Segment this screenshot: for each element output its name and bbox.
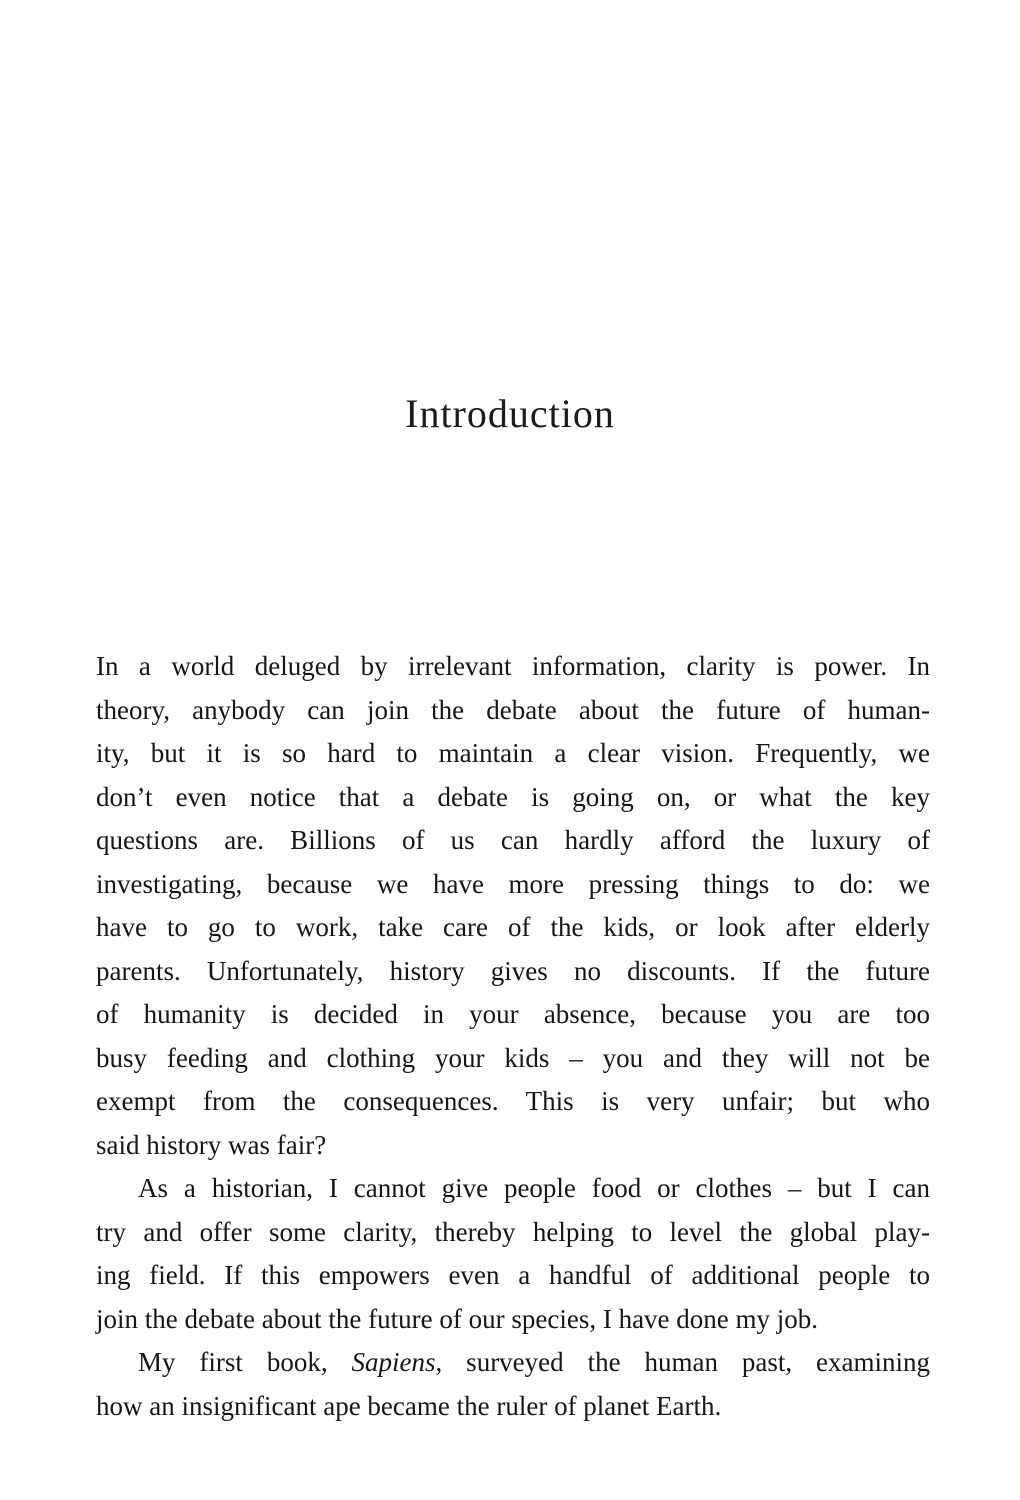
chapter-title: Introduction bbox=[405, 391, 615, 436]
text-segment: questions are. Billions of us can hardly afford the luxury of bbox=[96, 825, 930, 855]
paragraph bbox=[96, 1341, 930, 1428]
text-segment: ing field. If this empowers even a handful of additional people to bbox=[96, 1260, 930, 1290]
text-segment: exempt from the consequences. This is very unfair; but who bbox=[96, 1086, 930, 1116]
text-line bbox=[96, 1385, 930, 1429]
text-line bbox=[96, 906, 930, 950]
text-line bbox=[96, 1037, 930, 1081]
text-line bbox=[96, 1124, 930, 1168]
text-segment: how an insignificant ape became the ruler of planet Earth. bbox=[96, 1390, 722, 1421]
text-segment: As a historian, I cannot give people food or clothes – but I can bbox=[138, 1173, 930, 1203]
text-segment: investigating, because we have more pressing things to do: we bbox=[96, 868, 930, 899]
text-line bbox=[96, 1254, 930, 1298]
text-line bbox=[96, 950, 930, 994]
text-segment: ity, but it is so hard to maintain a clear vision. Frequently, we bbox=[96, 738, 930, 768]
text-segment: have to go to work, take care of the kids, or look after elderly bbox=[96, 912, 930, 942]
text-segment: don’t even notice that a debate is going on, or what the key bbox=[96, 781, 930, 812]
text-line bbox=[96, 776, 930, 820]
text-line bbox=[96, 689, 930, 733]
text-segment: theory, anybody can join the debate about the future of human- bbox=[96, 694, 930, 725]
text-line bbox=[96, 1341, 930, 1385]
text-line bbox=[96, 645, 930, 689]
text-segment: busy feeding and clothing your kids – you and they will not be bbox=[96, 1042, 930, 1073]
text-segment: said history was fair? bbox=[96, 1129, 327, 1160]
text-segment: My first book, bbox=[138, 1347, 352, 1377]
text-line bbox=[96, 863, 930, 907]
text-line bbox=[96, 1167, 930, 1211]
text-segment: , surveyed the human past, examining bbox=[435, 1347, 931, 1377]
paragraph bbox=[96, 645, 930, 1167]
text-segment: of humanity is decided in your absence, because you are too bbox=[96, 999, 930, 1029]
text-line bbox=[96, 1211, 930, 1255]
text-line bbox=[96, 1298, 930, 1342]
text-segment: try and offer some clarity, thereby helping to level the global play- bbox=[96, 1216, 930, 1247]
text-segment: parents. Unfortunately, history gives no discounts. If the future bbox=[96, 955, 930, 986]
text-line bbox=[96, 993, 930, 1037]
body-text bbox=[96, 645, 930, 1428]
text-segment: In a world deluged by irrelevant information, clarity is power. In bbox=[96, 651, 930, 681]
italic-text: Sapiens bbox=[351, 1347, 436, 1377]
text-segment: join the debate about the future of our species, I have done my job. bbox=[96, 1303, 819, 1334]
text-line bbox=[96, 732, 930, 776]
paragraph bbox=[96, 1167, 930, 1341]
text-line bbox=[96, 1080, 930, 1124]
text-line bbox=[96, 819, 930, 863]
